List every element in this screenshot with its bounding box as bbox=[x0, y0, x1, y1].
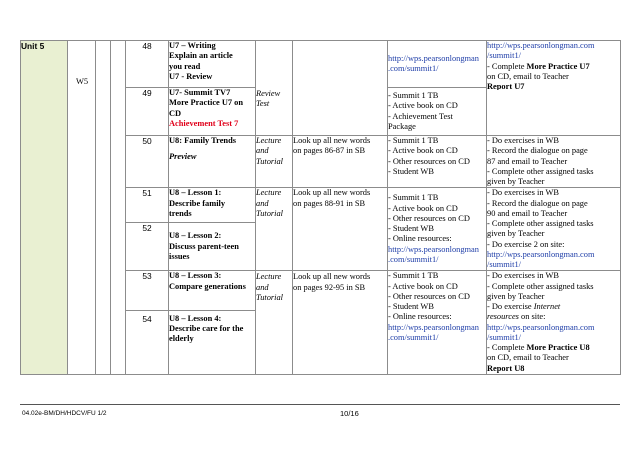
homework-line: - Complete other assigned tasks bbox=[487, 281, 594, 291]
lesson-line: you read bbox=[169, 61, 201, 71]
resource-line: - Active book on CD bbox=[388, 203, 458, 213]
lesson-line: Describe care for the bbox=[169, 324, 244, 334]
lesson-number: 54 bbox=[126, 310, 169, 374]
homework-line: Report U8 bbox=[487, 363, 525, 373]
homework-link[interactable]: http://wps.pearsonlongman.com bbox=[487, 41, 595, 50]
homework-link[interactable]: http://wps.pearsonlongman.com bbox=[487, 249, 595, 259]
resource-line: - Other resources on CD bbox=[388, 213, 470, 223]
resource-line: - Student WB bbox=[388, 166, 434, 175]
homework-line: - Do exercise 2 on site: bbox=[487, 239, 565, 249]
homework-line: 87 and email to Teacher bbox=[487, 156, 568, 166]
homework-line: - Do exercises in WB bbox=[487, 271, 559, 281]
lesson-cell bbox=[169, 88, 256, 136]
method-line: and bbox=[256, 146, 269, 156]
resource-line: - Summit 1 TB bbox=[388, 193, 439, 203]
resource-link[interactable]: http://wps.pearsonlongman bbox=[388, 53, 479, 63]
resource-line: - Other resources on CD bbox=[388, 291, 470, 301]
lesson-cell bbox=[169, 136, 256, 188]
lesson-line: CD bbox=[169, 108, 182, 118]
lesson-cell bbox=[169, 271, 256, 311]
task-line: on pages 86-87 in SB bbox=[293, 146, 366, 156]
lesson-line: U8: Family Trends bbox=[169, 136, 237, 145]
lesson-cell bbox=[169, 188, 256, 223]
method-cell bbox=[256, 136, 293, 188]
homework-link[interactable]: /summit1/ bbox=[487, 260, 521, 269]
lesson-number: 49 bbox=[126, 88, 169, 136]
task-cell bbox=[293, 271, 388, 375]
blank-column bbox=[96, 41, 111, 375]
lesson-line: Compare generations bbox=[169, 281, 246, 291]
lesson-line-highlight: Achievement Test 7 bbox=[169, 118, 239, 128]
lesson-cell bbox=[169, 310, 256, 374]
lesson-plan-table bbox=[20, 40, 621, 375]
task-cell bbox=[293, 188, 388, 271]
homework-cell bbox=[487, 136, 621, 188]
homework-line: - Complete other assigned tasks bbox=[487, 219, 594, 228]
lesson-line: U8 – Lesson 1: bbox=[169, 188, 222, 198]
method-line: Test bbox=[256, 98, 270, 108]
method-line: and bbox=[256, 198, 269, 208]
resource-line: - Student WB bbox=[388, 302, 434, 311]
lesson-line: U8 – Lesson 4: bbox=[169, 313, 222, 323]
homework-link[interactable]: http://wps.pearsonlongman.com bbox=[487, 322, 595, 332]
resource-line: Package bbox=[388, 121, 416, 131]
method-cell bbox=[256, 188, 293, 271]
task-line: Look up all new words bbox=[293, 136, 371, 145]
method-cell bbox=[256, 41, 293, 136]
lesson-number: 50 bbox=[126, 136, 169, 188]
task-line: on pages 88-91 in SB bbox=[293, 198, 366, 208]
homework-line: - Complete More Practice U7 bbox=[487, 61, 590, 71]
homework-line: - Do exercises in WB bbox=[487, 136, 559, 145]
resource-line: - Online resources: bbox=[388, 312, 452, 322]
homework-line: 90 and email to Teacher bbox=[487, 208, 568, 218]
homework-line: - Complete other assigned tasks bbox=[487, 166, 594, 176]
homework-line: on CD, email to Teacher bbox=[487, 71, 569, 81]
document-code: 04.02e-BM/DH/HDCV/FU 1/2 bbox=[22, 410, 107, 417]
task-line: on pages 92-95 in SB bbox=[293, 282, 366, 292]
unit-cell: Unit 5 bbox=[21, 41, 68, 375]
resource-link[interactable]: .com/summit1/ bbox=[388, 332, 439, 342]
method-line: Tutorial bbox=[256, 156, 283, 166]
lesson-line: U7 - Review bbox=[169, 71, 213, 81]
resource-line: - Student WB bbox=[388, 224, 434, 234]
task-cell bbox=[293, 136, 388, 188]
homework-line: Report U7 bbox=[487, 82, 525, 90]
method-cell bbox=[256, 271, 293, 375]
homework-line: resources on site: bbox=[487, 312, 546, 322]
resource-line: - Summit 1 TB bbox=[388, 271, 439, 281]
lesson-line: U7 – Writing bbox=[169, 41, 216, 50]
lesson-number: 48 bbox=[126, 41, 169, 88]
lesson-line: Describe family bbox=[169, 198, 226, 208]
homework-cell bbox=[487, 271, 621, 375]
lesson-line: U7- Summit TV7 bbox=[169, 88, 231, 97]
method-line: Lecture bbox=[256, 136, 282, 145]
resource-line: - Active book on CD bbox=[388, 281, 458, 291]
task-line: Look up all new words bbox=[293, 188, 371, 198]
resource-link[interactable]: http://wps.pearsonlongman bbox=[388, 244, 479, 254]
resource-line: - Achievement Test bbox=[388, 111, 453, 121]
footer-divider bbox=[20, 404, 620, 405]
homework-line: given by Teacher bbox=[487, 229, 545, 239]
homework-line: - Do exercise Internet bbox=[487, 302, 561, 311]
blank-column bbox=[111, 41, 126, 375]
table-row bbox=[21, 41, 621, 88]
resource-link[interactable]: .com/summit1/ bbox=[388, 64, 439, 73]
homework-link[interactable]: /summit1/ bbox=[487, 51, 521, 61]
lesson-cell bbox=[169, 41, 256, 88]
resource-line: - Other resources on CD bbox=[388, 156, 470, 166]
resource-link[interactable]: http://wps.pearsonlongman bbox=[388, 322, 479, 332]
resource-line: - Summit 1 TB bbox=[388, 136, 439, 145]
homework-line: - Record the dialogue on page bbox=[487, 198, 588, 208]
lesson-number: 53 bbox=[126, 271, 169, 311]
lesson-line: U8 – Lesson 2: bbox=[169, 231, 222, 241]
resource-line: - Summit 1 TB bbox=[388, 91, 439, 100]
lesson-number: 51 bbox=[126, 188, 169, 223]
homework-link[interactable]: /summit1/ bbox=[487, 332, 521, 342]
resource-line: - Online resources: bbox=[388, 234, 452, 244]
method-line: Lecture bbox=[256, 272, 282, 282]
resource-line: - Active book on CD bbox=[388, 146, 458, 156]
resources-cell bbox=[388, 271, 487, 375]
method-line: Tutorial bbox=[256, 292, 283, 302]
homework-cell bbox=[487, 41, 621, 136]
resources-cell bbox=[388, 88, 487, 136]
lesson-line: elderly bbox=[169, 334, 194, 344]
week-label: W5 bbox=[76, 77, 89, 86]
method-line: Tutorial bbox=[256, 208, 283, 218]
lesson-line: issues bbox=[169, 251, 190, 261]
page-number: 10/16 bbox=[340, 409, 359, 418]
resources-cell bbox=[388, 41, 487, 88]
lesson-line: U8 – Lesson 3: bbox=[169, 271, 222, 281]
homework-line: - Do exercises in WB bbox=[487, 188, 559, 198]
homework-line: - Record the dialogue on page bbox=[487, 146, 588, 156]
homework-line: - Complete More Practice U8 bbox=[487, 343, 590, 352]
task-line: Look up all new words bbox=[293, 272, 371, 282]
resources-cell bbox=[388, 136, 487, 188]
lesson-line: Discuss parent-teen bbox=[169, 241, 239, 251]
homework-line: on CD, email to Teacher bbox=[487, 353, 569, 363]
week-cell bbox=[68, 41, 96, 375]
resources-cell bbox=[388, 188, 487, 271]
method-line: Lecture bbox=[256, 188, 282, 198]
lesson-line: trends bbox=[169, 208, 192, 218]
lesson-line: More Practice U7 on bbox=[169, 98, 244, 108]
lesson-line: Explain an article bbox=[169, 51, 233, 61]
homework-line: given by Teacher bbox=[487, 177, 545, 186]
lesson-number: 52 bbox=[126, 223, 169, 271]
resource-link[interactable]: .com/summit1/ bbox=[388, 254, 439, 264]
method-line: Review bbox=[256, 88, 281, 98]
method-line: and bbox=[256, 282, 269, 292]
lesson-line: Preview bbox=[169, 152, 197, 162]
task-cell bbox=[293, 41, 388, 136]
homework-cell bbox=[487, 188, 621, 271]
resource-line: - Active book on CD bbox=[388, 101, 458, 111]
homework-line: given by Teacher bbox=[487, 291, 545, 301]
lesson-cell bbox=[169, 223, 256, 271]
